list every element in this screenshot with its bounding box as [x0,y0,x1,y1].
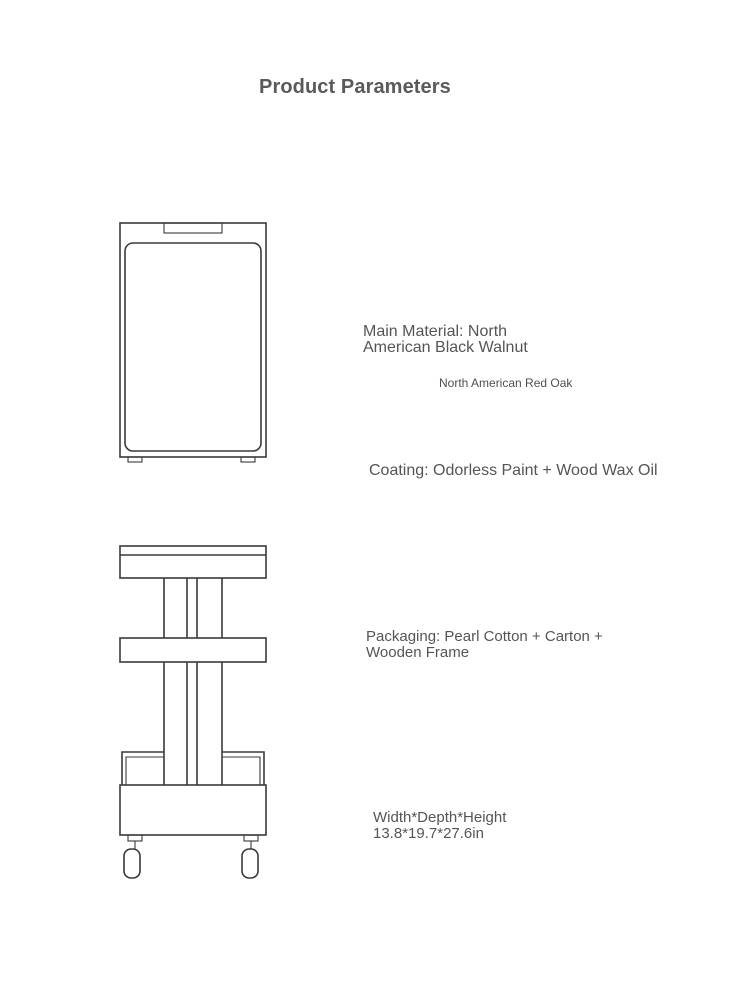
side-view-cart [120,546,266,878]
coating-text: Coating: Odorless Paint + Wood Wax Oil [369,462,658,479]
page-title: Product Parameters [259,76,451,98]
main-material-text: Main Material: North American Black Walnut [363,323,528,356]
packaging-text: Packaging: Pearl Cotton + Carton + Wooden Frame [366,628,603,661]
dimensions-text: Width*Depth*Height 13.8*19.7*27.6in [373,809,507,842]
alt-material-text: North American Red Oak [439,376,573,390]
